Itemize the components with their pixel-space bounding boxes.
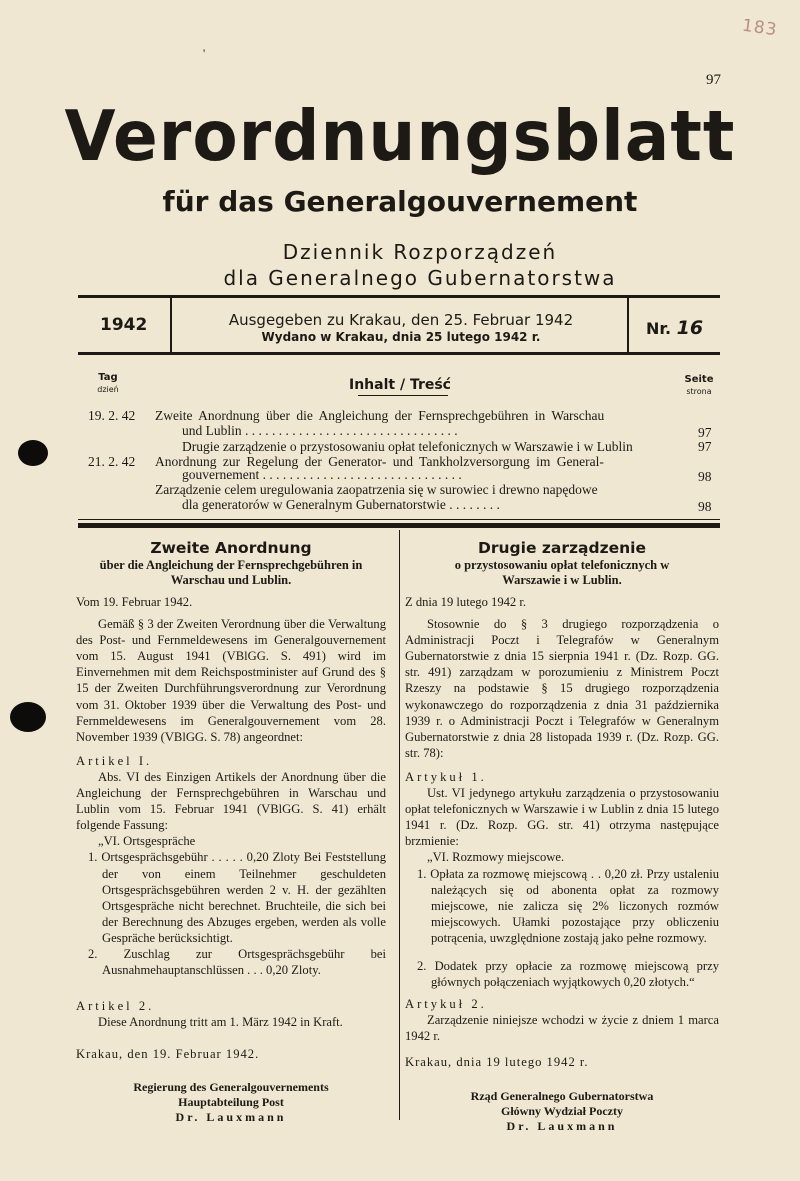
left-place-date: Krakau, den 19. Februar 1942. (76, 1047, 260, 1062)
toc-entry-title: Anordnung zur Regelung der Generator- und Tankholzversorgung im General- (155, 454, 604, 469)
toc-entry-polish: Drugie zarządzenie o przystosowaniu opłat telefonicznych w Warszawie i w Lublin (182, 439, 633, 454)
toc-entry-polish-cont: dla generatorów w Generalnym Gubernatorstwie . . . . . . . . (182, 497, 500, 512)
toc-entry-date: 21. 2. 42 (88, 454, 136, 469)
right-signature (405, 1089, 719, 1134)
masthead-polish-line-2: dla Generalnego Gubernatorstwa (223, 266, 617, 290)
left-subtitle: über die Angleichung der Fernsprechgebühren in Warschau und Lublin. (99, 558, 363, 587)
toc-entry-title: Zweite Anordnung über die Angleichung der Fernsprechgebühren in Warschau (155, 408, 605, 423)
right-date: Z dnia 19 lutego 1942 r. (405, 595, 527, 609)
right-signature-line-1: Rząd Generalnego Gubernatorstwa (470, 1088, 654, 1103)
issue-date-german: Ausgegeben zu Krakau, den 25. Februar 1942 (228, 311, 574, 329)
toc-page-pl: strona (686, 387, 712, 396)
left-date: Vom 19. Februar 1942. (76, 595, 193, 609)
issue-box-divider-left (170, 298, 172, 352)
left-title: Zweite Anordnung (150, 539, 312, 557)
content-separator-thick (78, 523, 720, 528)
toc-day-de: Tag (98, 372, 118, 383)
handwritten-page-note: 183 (740, 15, 779, 41)
right-place-date: Krakau, dnia 19 lutego 1942 r. (405, 1055, 589, 1070)
left-intro: Gemäß § 3 der Zweiten Verordnung über die Verwaltung des Post- und Fernmeldewesens im Generalgouvernement vom 15. August 1941 (VBlGG. S. 491) wird im Einvernehmen mit dem Reichspostminister auf Grund des § 15 der Zweiten Durchführungsverordnung zur Verordnung vom 31. Oktober 1939 über die Verwaltung des Post- und Fernmeldewesens im Generalgouvernement vom 28. November 1939 (VBlGG. S. 78) angeordnet: (76, 617, 386, 744)
toc-entry-polish-page: 98 (698, 499, 712, 514)
right-item-1: 1. Opłata za rozmowę miejscową . . 0,20 zł. Przy ustaleniu należących się od abonenta opłat za rozmowy miejscowe, nie zalicza się 2% liczonych rozmów miejscowych. Ułamki pozostające przy obliczeniu potrącenia, uwzględnione zostają jako pełne rozmowy. (417, 866, 719, 945)
left-signature (76, 1080, 386, 1125)
right-art1-heading: „VI. Rozmowy miejscowe. (427, 850, 565, 865)
right-intro: Stosownie do § 3 drugiego rozporządzenia o Administracji Poczt i Telegrafów w Generalnym Gubernatorstwie z dnia 15 sierpnia 1941 r. (Dz. Rozp. GG. str. 491) zarządzam w porozumieniu z Ministrem Poczt Rzeszy na podstawie § 15 drugiego rozporządzenia wykonawczego do rozporządzenia z dnia 31 października 1939 r. o Administracji Poczt i Telegrafów w Generalnym Gubernatorstwie z dnia 28 listopada 1939 r. (Dz. Rozp. GG. str. 78): (405, 617, 719, 760)
content-separator-thin (78, 519, 720, 520)
issue-year: 1942 (100, 315, 148, 335)
right-art2-text: Zarządzenie niniejsze wchodzi w życie z dniem 1 marca 1942 r. (405, 1013, 719, 1044)
left-signature-line-2: Hauptabteilung Post (178, 1095, 284, 1110)
issue-number-label: Nr. (646, 319, 672, 338)
left-signature-name: Dr. Lauxmann (175, 1110, 287, 1125)
margin-mark: ' (203, 46, 206, 60)
toc-day-pl: dzień (97, 385, 119, 394)
issue-number (646, 317, 703, 339)
left-art2-text: Diese Anordnung tritt am 1. März 1942 in Kraft. (98, 1015, 343, 1030)
toc-day-header (88, 372, 128, 396)
right-signature-name: Dr. Lauxmann (506, 1118, 618, 1133)
issue-number-value: 16 (676, 317, 704, 339)
toc-entry-1 (0, 408, 800, 454)
left-item-1: 1. Ortsgesprächsgebühr . . . . . 0,20 Zloty Bei Feststellung der von einem Teilnehmer geschuldeten Ortsgesprächsgebühren werden 2 v. H. der gezählten Ortsgespräche nicht berechnet. Bruchteile, die sich bei der Berechnung des Abzuges ergeben, werden als volle Gespräche berücksichtigt. (88, 850, 386, 945)
left-art2-title: Artikel 2. (76, 999, 155, 1014)
left-art1-title: Artikel I. (76, 753, 153, 768)
punch-hole-lower (10, 702, 46, 732)
toc-entry-polish-page: 97 (698, 439, 712, 454)
toc-heading: Inhalt / Treść (349, 377, 451, 393)
toc-entry-title-cont-text: und Lublin (182, 423, 242, 438)
right-subtitle: o przystosowaniu opłat telefonicznych w Warszawie i w Lublin. (454, 558, 670, 587)
left-signature-line-1: Regierung des Generalgouvernements (133, 1080, 329, 1095)
toc-heading-underline (358, 395, 448, 396)
issue-box-bottom-rule (78, 352, 720, 355)
issue-box-divider-right (627, 298, 629, 352)
toc-entry-2 (0, 454, 800, 514)
right-art1-text: Ust. VI jedynego artykułu zarządzenia o przystosowaniu opłat telefonicznych w Warszawie i w Lublin z dnia 15 lutego 1941 r. (Dz. Rozp. GG. str. 41) otrzyma następujące brzmienie: (405, 786, 719, 849)
masthead-title: Verordnungsblatt (64, 96, 736, 177)
issue-box-top-rule (78, 295, 720, 298)
toc-entry-title-cont-text: gouvernement (182, 467, 260, 482)
toc-entry-title-cont: und Lublin . . . . . . . . . . . . . . . . . . . . . . . . . . . . . . . . (182, 423, 458, 438)
toc-page-header (676, 374, 722, 398)
left-art1-heading: „VI. Ortsgespräche (98, 834, 196, 849)
toc-page-de: Seite (684, 374, 714, 385)
masthead-subtitle: für das Generalgouvernement (162, 185, 638, 218)
left-art1-text: Abs. VI des Einzigen Artikels der Anordnung über die Angleichung der Fernsprechgebühren in Warschau und Lublin vom 15. Februar 1941 (VBlGG. S. 41) erhält folgende Fassung: (76, 769, 386, 833)
toc-entry-page: 98 (698, 469, 712, 484)
polish-column (405, 538, 719, 1134)
toc-entry-polish: Zarządzenie celem uregulowania zaopatrzenia się w surowiec i drewno napędowe (155, 482, 598, 497)
right-art1-title: Artykuł 1. (405, 769, 487, 784)
masthead-polish-line-1: Dziennik Rozporządzeń (282, 240, 558, 264)
german-column (76, 538, 386, 1125)
left-item-2: 2. Zuschlag zur Ortsgesprächsgebühr bei Ausnahmehauptanschlüssen . . . 0,20 Zloty. (88, 946, 386, 978)
right-art2-title: Artykuł 2. (405, 997, 487, 1012)
issue-date-polish: Wydano w Krakau, dnia 25 lutego 1942 r. (261, 330, 541, 344)
toc-entry-polish-cont-text: dla generatorów w Generalnym Gubernatorstwie (182, 497, 446, 512)
page-number: 97 (706, 72, 721, 88)
right-item-2: 2. Dodatek przy opłacie za rozmowę miejscową przy głównych połączeniach wyjątkowych 0,20 złotych.“ (417, 958, 719, 990)
toc-entry-page: 97 (698, 425, 712, 440)
toc-entry-date: 19. 2. 42 (88, 408, 136, 423)
column-divider (399, 530, 400, 1120)
toc-entry-title-cont: gouvernement . . . . . . . . . . . . . . . . . . . . . . . . . . . . . . (182, 467, 462, 482)
right-signature-line-2: Główny Wydział Poczty (501, 1103, 623, 1118)
right-title: Drugie zarządzenie (478, 539, 646, 557)
